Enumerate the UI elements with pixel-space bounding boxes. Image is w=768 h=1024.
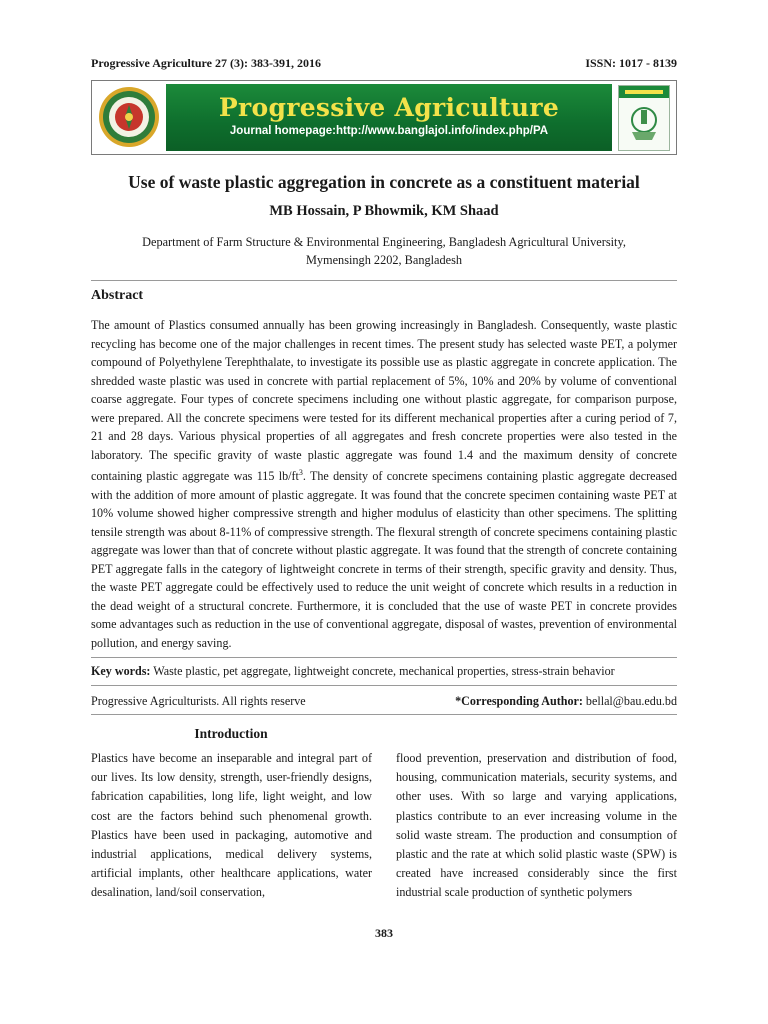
abstract-superscript: 3 xyxy=(298,468,303,477)
banner-title-panel xyxy=(166,84,612,151)
abstract-heading: Abstract xyxy=(91,288,144,303)
keywords-label: Key words: xyxy=(91,664,151,678)
affiliation-line-2: Mymensingh 2202, Bangladesh xyxy=(305,253,463,267)
divider xyxy=(91,714,677,715)
journal-name: Progressive Agriculture xyxy=(218,93,560,122)
affiliation-line-1: Department of Farm Structure & Environmental Engineering, Bangladesh Agricultural University, xyxy=(142,235,626,249)
introduction-left-column: Plastics have become an inseparable and integral part of our lives. Its low density, strength, user-friendly designs, fabrication capabilities, long life, light weight, and low cost are the factors behind such phenomenal growth. Plastics have been used in packaging, automotive and industrial applications, medical delivery systems, artificial implants, other healthcare applications, water desalination, land/soil conservation, xyxy=(91,751,372,900)
corresponding-author-label: *Corresponding Author: xyxy=(455,694,583,708)
running-header xyxy=(91,56,677,71)
rights-statement: Progressive Agriculturists. All rights reserve xyxy=(91,694,306,708)
divider xyxy=(91,657,677,658)
introduction-heading: Introduction xyxy=(194,726,268,741)
journal-homepage: Journal homepage:http://www.banglajol.info/index.php/PA xyxy=(229,125,549,137)
journal-cover-icon xyxy=(618,85,670,151)
abstract-text-part-2: . The density of concrete specimens containing plastic aggregate decreased with the addition of more amount of plastic aggregate. It was found that the concrete specimen containing waste PET at 10% volume showed higher compressive strength and higher modulus of elasticity than other specimens. The splitting tensile strength was about 8-11% of compressive strength. The flexural strength of concrete specimens containing plastic aggregate was lower than that of concrete without plastic aggregate. It was found that the strength of concrete containing PET aggregate falls in the category of lightweight concrete in terms of their strength, specific gravity and density. Thus, the waste PET aggregate could be effectively used to reduce the unit weight of concrete which results in a reduction in the dead weight of a structural concrete. Furthermore, it is concluded that the use of waste PET in concrete provides some advantages such as reduction in the use of conventional aggregate, disposal of wastes, prevention of environmental pollution, and energy saving. xyxy=(91,469,677,650)
article-title: Use of waste plastic aggregation in concrete as a constituent material xyxy=(128,172,640,192)
page-number: 383 xyxy=(375,926,393,940)
corresponding-email[interactable]: bellal@bau.edu.bd xyxy=(582,694,677,708)
abstract-text xyxy=(91,316,677,652)
keywords-line xyxy=(91,664,677,679)
abstract-text-part-1: The amount of Plastics consumed annually has been growing increasingly in Bangladesh. Consequently, waste plastic recycling has become one of the major challenges in recent times. The present study has selected waste PET, a polymer compound of Polyethylene Terephthalate, to investigate its possible use as plastic aggregate in concrete application. The shredded waste plastic was used in concrete with partial replacement of 5%, 10% and 20% by volume of conventional coarse aggregate. Four types of concrete specimens including one without plastic aggregate, for comparison purpose, were prepared. All the concrete specimens were tested for its different mechanical properties after a curing period of 7, 21 and 28 days. Various physical properties of all aggregates and fresh concrete properties were also tested in the laboratory. The specific gravity of waste plastic aggregate was found 1.4 and the maximum density of concrete containing plastic aggregate was 115 lb/ft xyxy=(91,318,677,484)
divider xyxy=(91,280,677,281)
rights-row xyxy=(91,694,677,709)
journal-citation: Progressive Agriculture 27 (3): 383-391, 2016 xyxy=(91,56,321,70)
divider xyxy=(91,685,677,686)
introduction-right-column: flood prevention, preservation and distribution of food, housing, communication materials, security systems, and other uses. With so large and varying applications, plastics contribute to an ever increasing volume in the solid waste stream. The production and consumption of plastic and the rate at which solid plastic waste (SPW) is created have increased considerably since the first industrial scale production of synthetic polymers xyxy=(396,751,677,900)
journal-banner xyxy=(91,80,677,155)
author-affiliation xyxy=(100,233,668,269)
issn-number: ISSN: 1017 - 8139 xyxy=(585,56,677,70)
university-seal-icon xyxy=(98,86,160,148)
article-authors: MB Hossain, P Bhowmik, KM Shaad xyxy=(269,203,499,219)
keywords-text: Waste plastic, pet aggregate, lightweight concrete, mechanical properties, stress-strain behavior xyxy=(150,664,615,678)
corresponding-author xyxy=(455,694,677,709)
